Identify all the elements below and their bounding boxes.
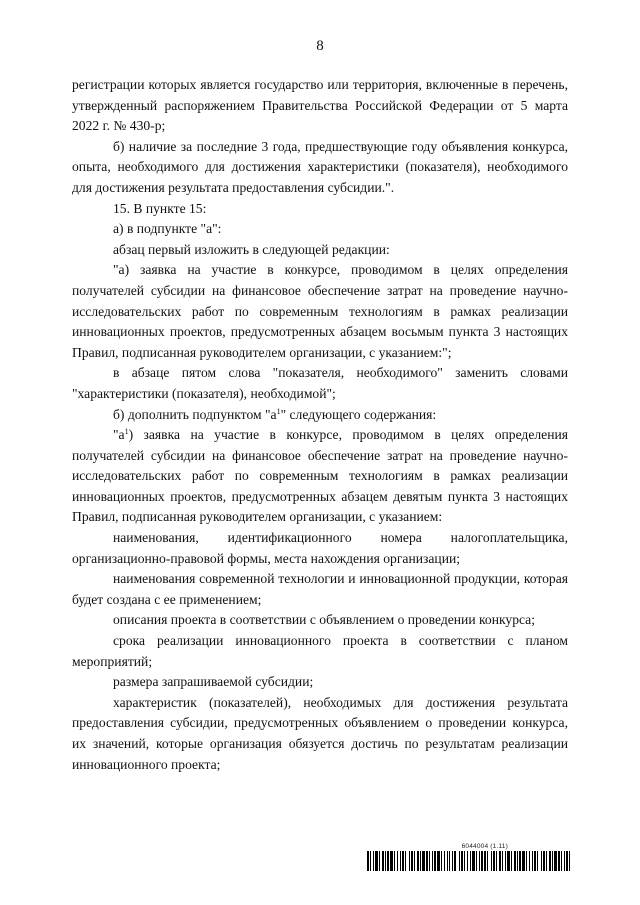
paragraph: 15. В пункте 15: [113, 200, 207, 216]
page-number: 8 [316, 38, 324, 54]
paragraph: а) в подпункте "а": [113, 221, 222, 237]
paragraph: описания проекта в соответствии с объявлением о проведении конкурса; [113, 612, 535, 628]
barcode-block [367, 843, 570, 871]
paragraph: абзац первый изложить в следующей редакции: [113, 241, 390, 257]
paragraph [72, 425, 568, 528]
paragraph-text: б) дополнить подпунктом "а [113, 406, 277, 422]
superscript: 1 [276, 406, 281, 416]
barcode-code: 6044004 (1.11) [461, 843, 508, 850]
paragraph: размера запрашиваемой субсидии; [113, 674, 314, 690]
paragraph-text: "а [113, 427, 125, 443]
paragraph: б) наличие за последние 3 года, предшествующие году объявления конкурса, опыта, необходимого для достижения характеристики (показателя), необходимого для достижения результата предоставления субсидии.". [72, 138, 568, 195]
paragraph: характеристик (показателей), необходимых для достижения результата предоставления субсидии, предусмотренных объявлением о проведении конкурса, их значений, которые организация обязуется достичь по результатам реализации инновационного проекта; [72, 694, 568, 772]
paragraph: наименования современной технологии и инновационной продукции, которая будет создана с ее применением; [72, 571, 568, 607]
paragraph [72, 405, 568, 426]
paragraph: "а) заявка на участие в конкурсе, проводимом в целях определения получателей субсидии на финансовое обеспечение затрат на проведение научно-исследовательских работ по современным технологиям в рамках реализации инновационных проектов, предусмотренных абзацем восьмым пункта 3 настоящих Правил, подписанная руководителем организации, с указанием:"; [72, 262, 568, 360]
paragraph: наименования, идентификационного номера налогоплательщика, организационно-правовой формы, места нахождения организации; [72, 530, 568, 566]
paragraph: в абзаце пятом слова "показателя, необходимого" заменить словами "характеристики (показателя), необходимой"; [72, 365, 568, 401]
document-body [72, 75, 568, 775]
barcode [367, 851, 570, 871]
paragraph: регистрации которых является государство или территория, включенные в перечень, утвержденный распоряжением Правительства Российской Федерации от 5 марта 2022 г. № 430-р; [72, 77, 568, 134]
paragraph: срока реализации инновационного проекта в соответствии с планом мероприятий; [72, 633, 568, 669]
superscript: 1 [124, 427, 129, 437]
paragraph-text: " следующего содержания: [280, 406, 437, 422]
paragraph-text: ) заявка на участие в конкурсе, проводимом в целях определения получателей субсидии на финансовое обеспечение затрат на проведение научно-исследовательских работ по современным технологиям в рамках реализации инновационных проектов, предусмотренных абзацем девятым пункта 3 настоящих Правил, подписанная руководителем организации, с указанием: [72, 427, 568, 525]
